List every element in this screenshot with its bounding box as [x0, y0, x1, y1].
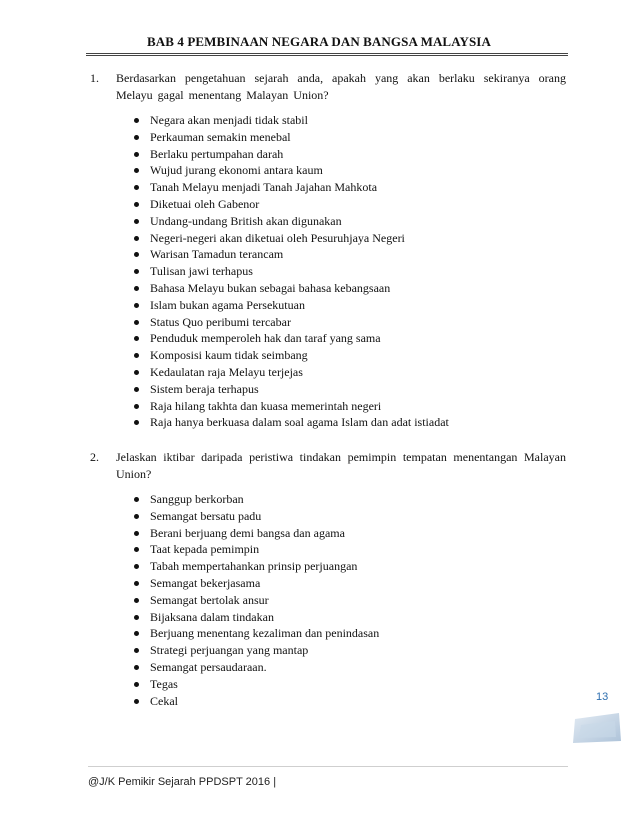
answer-item: Islam bukan agama Persekutuan [132, 297, 449, 314]
answer-item: Semangat bertolak ansur [132, 592, 379, 609]
answer-item: Sanggup berkorban [132, 491, 379, 508]
answer-item: Diketuai oleh Gabenor [132, 196, 449, 213]
answer-item: Penduduk memperoleh hak dan taraf yang sama [132, 330, 449, 347]
answer-item: Tanah Melayu menjadi Tanah Jajahan Mahkota [132, 179, 449, 196]
answer-item: Negeri-negeri akan diketuai oleh Pesuruhjaya Negeri [132, 230, 449, 247]
answer-item: Undang-undang British akan digunakan [132, 213, 449, 230]
answer-item: Bijaksana dalam tindakan [132, 609, 379, 626]
question-1-text: Berdasarkan pengetahuan sejarah anda, apakah yang akan berlaku sekiranya orang Melayu gagal menentang Malayan Union? [116, 71, 566, 102]
answer-item: Semangat bekerjasama [132, 575, 379, 592]
answer-item: Negara akan menjadi tidak stabil [132, 112, 449, 129]
answer-item: Semangat bersatu padu [132, 508, 379, 525]
answer-item: Berjuang menentang kezaliman dan penindasan [132, 625, 379, 642]
answer-item: Strategi perjuangan yang mantap [132, 642, 379, 659]
question-2-answer-list [132, 491, 379, 709]
answer-item: Kedaulatan raja Melayu terjejas [132, 364, 449, 381]
answer-item: Wujud jurang ekonomi antara kaum [132, 162, 449, 179]
answer-item: Berlaku pertumpahan darah [132, 146, 449, 163]
footer-divider [88, 766, 568, 767]
answer-item: Taat kepada pemimpin [132, 541, 379, 558]
page-number: 13 [596, 691, 609, 703]
answer-item: Komposisi kaum tidak seimbang [132, 347, 449, 364]
page-header-title: BAB 4 PEMBINAAN NEGARA DAN BANGSA MALAYSIA [147, 34, 491, 49]
answer-item: Tegas [132, 676, 379, 693]
answer-item: Semangat persaudaraan. [132, 659, 379, 676]
question-2-number: 2. [90, 450, 99, 464]
answer-item: Tabah mempertahankan prinsip perjuangan [132, 558, 379, 575]
answer-item: Raja hilang takhta dan kuasa memerintah negeri [132, 398, 449, 415]
question-2 [90, 449, 566, 483]
answer-item: Bahasa Melayu bukan sebagai bahasa kebangsaan [132, 280, 449, 297]
answer-item: Tulisan jawi terhapus [132, 263, 449, 280]
answer-item: Status Quo peribumi tercabar [132, 314, 449, 331]
question-1-answer-list [132, 112, 449, 431]
answer-item: Berani berjuang demi bangsa dan agama [132, 525, 379, 542]
question-2-text: Jelaskan iktibar daripada peristiwa tindakan pemimpin tempatan menentangan Malayan Union? [116, 450, 566, 481]
answer-item: Raja hanya berkuasa dalam soal agama Islam dan adat istiadat [132, 414, 449, 431]
answer-item: Perkauman semakin menebal [132, 129, 449, 146]
footer-text: @J/K Pemikir Sejarah PPDSPT 2016 | [88, 776, 277, 788]
header-divider [86, 53, 568, 56]
answer-item: Warisan Tamadun terancam [132, 246, 449, 263]
page-corner-decoration-icon [571, 711, 623, 745]
question-1-number: 1. [90, 71, 99, 85]
answer-item: Sistem beraja terhapus [132, 381, 449, 398]
question-1 [90, 70, 566, 104]
answer-item: Cekal [132, 693, 379, 710]
